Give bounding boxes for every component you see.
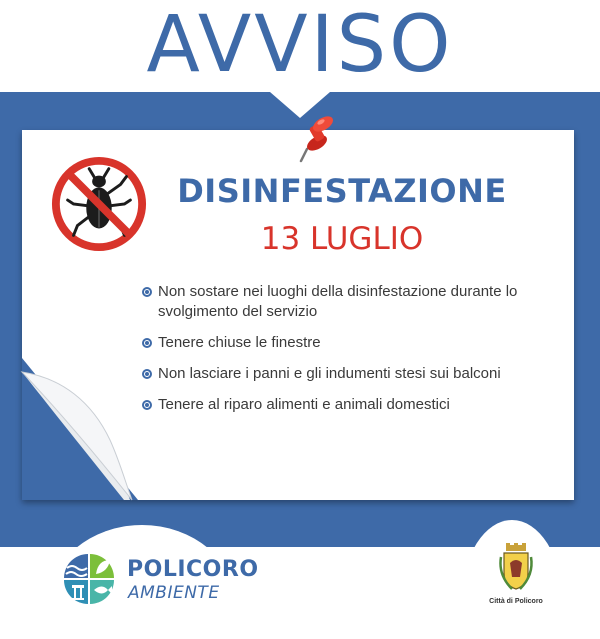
bullet-icon <box>142 400 152 410</box>
no-insects-icon <box>50 155 148 253</box>
brand-subtitle: AMBIENTE <box>128 583 220 603</box>
notice-title: AVVISO <box>146 0 454 90</box>
bullet-icon <box>142 369 152 379</box>
list-item <box>142 364 542 384</box>
rule-text: Non sostare nei luoghi della disinfestazione durante lo svolgimento del servizio <box>158 283 518 320</box>
bullet-icon <box>142 287 152 297</box>
rule-text: Non lasciare i panni e gli indumenti stesi sui balconi <box>158 365 501 382</box>
bullet-icon <box>142 338 152 348</box>
list-item <box>142 395 542 415</box>
headline: DISINFESTAZIONE <box>177 172 507 210</box>
crest-caption: Città di Policoro <box>489 598 543 605</box>
list-item <box>142 333 542 353</box>
event-date: 13 LUGLIO <box>260 221 424 257</box>
city-crest-icon <box>496 543 536 593</box>
rules-list <box>142 282 542 426</box>
policoro-ambiente-logo-icon <box>58 548 120 610</box>
push-pin-icon <box>293 113 339 169</box>
list-item <box>142 282 542 322</box>
brand-name: POLICORO <box>127 557 259 582</box>
rule-text: Tenere chiuse le finestre <box>158 334 321 351</box>
rule-text: Tenere al riparo alimenti e animali domestici <box>158 396 450 413</box>
